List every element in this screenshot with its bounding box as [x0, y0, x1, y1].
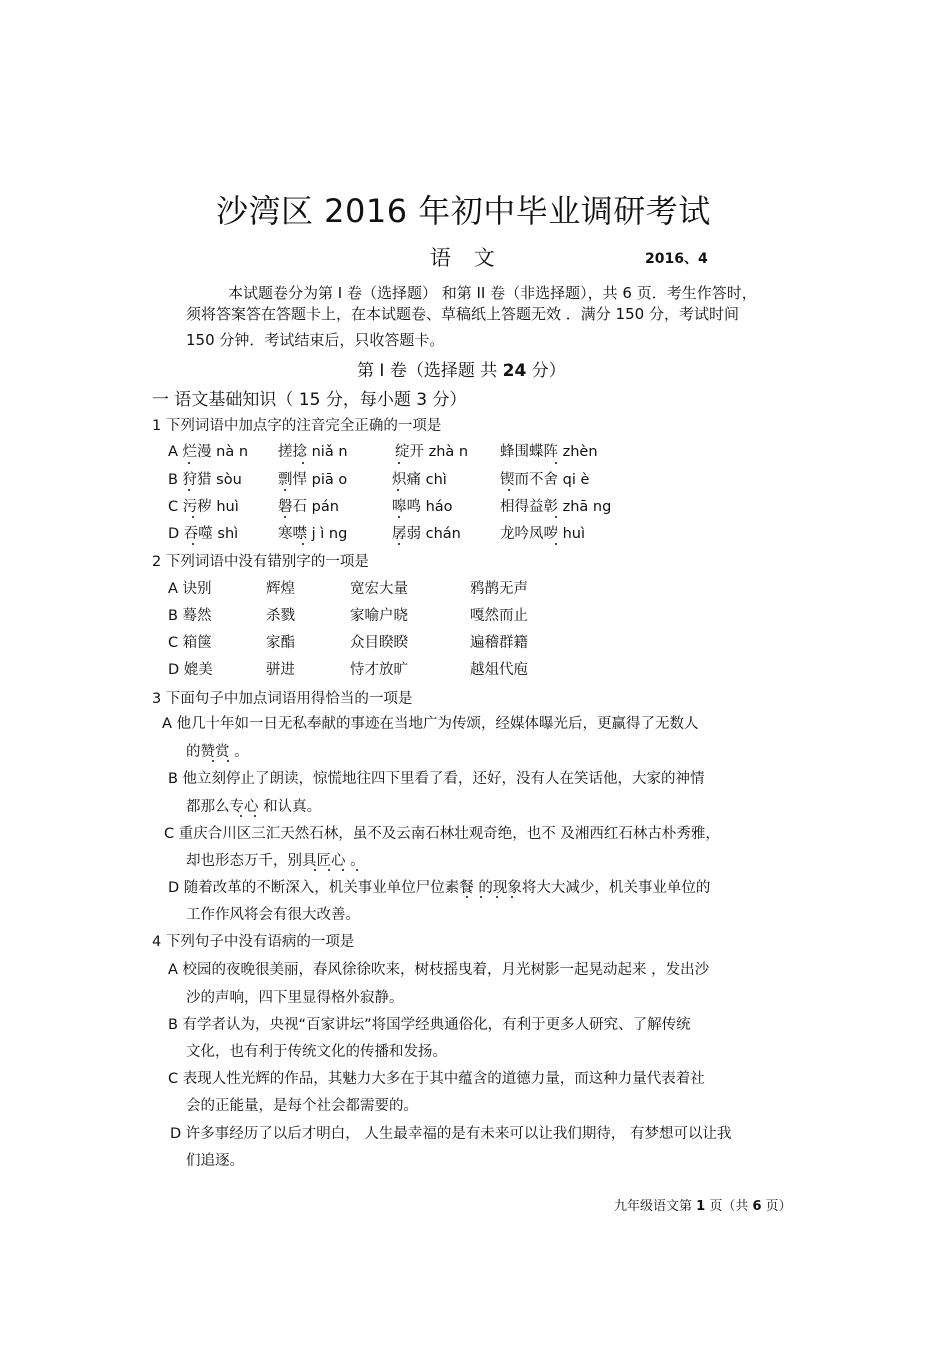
- q2-option-a-4: 鸦鹊无声: [470, 581, 528, 597]
- q4-option-b-line-2: 文化，也有利于传统文化的传播和发扬。: [186, 1044, 447, 1060]
- emphasis-dot: [496, 896, 498, 898]
- q3-option-b-line-1: B 他立刻停止了朗读，惊慌地往四下里看了看，还好，没有人在笑话他，大家的神情: [168, 771, 705, 787]
- subject-title: 语 文: [430, 246, 503, 270]
- intro-line-1: 本试题卷分为第 I 卷（选择题） 和第 II 卷（非选择题），共 6 页．考生作答时，: [228, 284, 757, 302]
- emphasis-dot: [284, 489, 286, 491]
- emphasis-dot: [192, 543, 194, 545]
- q2-option-a-2: 辉煌: [266, 581, 295, 597]
- emphasis-dot: [192, 516, 194, 518]
- emphasis-dot: [397, 489, 399, 491]
- question-1-stem: 1 下列词语中加点字的注音完全正确的一项是: [152, 418, 442, 434]
- emphasis-dot: [398, 543, 400, 545]
- q3-option-d-line-2: 工作作风将会有很大改善。: [186, 907, 360, 923]
- emphasis-dot: [555, 462, 557, 464]
- emphasis-dot: [227, 760, 229, 762]
- q2-option-b-2: 杀戮: [266, 608, 295, 624]
- emphasis-dot: [356, 869, 358, 871]
- q1-option-a-2: 搓捻 niǎ n: [278, 444, 348, 460]
- emphasis-dot: [284, 516, 286, 518]
- q1-option-a-3: 绽开 zhà n: [395, 444, 469, 460]
- q2-option-b-3: 家喻户晓: [350, 608, 408, 624]
- emphasis-dot: [314, 869, 316, 871]
- q2-option-c-2: 家酯: [266, 635, 295, 651]
- q1-option-d-3: 孱弱 chán: [392, 526, 461, 542]
- q2-option-a-1: A 诀别: [168, 581, 212, 597]
- q1-option-d-1: D 吞噬 shì: [168, 526, 239, 542]
- emphasis-dot: [188, 489, 190, 491]
- q4-option-b-line-1: B 有学者认为，央视“百家讲坛”将国学经典通俗化，有利于更多人研究、了解传统: [168, 1017, 691, 1033]
- q3-option-a-line-1: A 他几十年如一日无私奉献的事迹在当地广为传颂，经媒体曝光后，更赢得了无数人: [162, 716, 699, 732]
- q2-option-c-1: C 箱箧: [168, 635, 212, 651]
- emphasis-dot: [302, 543, 304, 545]
- emphasis-dot: [328, 869, 330, 871]
- intro-line-2: 须将答案答在答题卡上，在本试题卷、草稿纸上答题无效 ．满分 150 分，考试时间: [186, 305, 739, 323]
- part-heading: 一 语文基础知识（ 15 分，每小题 3 分）: [152, 390, 467, 410]
- emphasis-dot: [555, 516, 557, 518]
- section-heading: 第 I 卷（选择题 共 24 分）: [357, 361, 566, 381]
- q3-option-d-line-1: D 随着改革的不断深入，机关事业单位尸位素餐 的现象将大大减少，机关事业单位的: [168, 880, 711, 896]
- q1-option-b-2: 剽悍 piā o: [278, 472, 348, 488]
- q2-option-c-4: 遍稽群籍: [470, 635, 528, 651]
- q1-option-a-1: A 烂漫 nà n: [168, 444, 249, 460]
- q2-option-a-3: 宽宏大量: [350, 581, 408, 597]
- q4-option-c-line-1: C 表现人性光辉的作品，其魅力大多在于其中蕴含的道德力量，而这种力量代表着社: [168, 1071, 705, 1087]
- intro-line-3: 150 分钟．考试结束后，只收答题卡。: [186, 331, 445, 349]
- emphasis-dot: [466, 896, 468, 898]
- q4-option-a-line-1: A 校园的夜晚很美丽，春风徐徐吹来，树枝摇曳着，月光树影一起晃动起来 ，发出沙: [168, 962, 710, 978]
- q1-option-b-3: 炽痛 chì: [392, 472, 447, 488]
- emphasis-dot: [555, 543, 557, 545]
- page-footer: 九年级语文第 1 页（共 6 页）: [614, 1199, 792, 1214]
- question-3-stem: 3 下面句子中加点词语用得恰当的一项是: [152, 691, 413, 707]
- exam-title: 沙湾区 2016 年初中毕业调研考试: [216, 192, 711, 230]
- q2-option-b-4: 嘎然而止: [470, 608, 528, 624]
- q4-option-d-line-2: 们追逐。: [186, 1153, 244, 1169]
- q1-option-b-1: B 狩猎 sòu: [168, 472, 242, 488]
- emphasis-dot: [240, 815, 242, 817]
- question-2-stem: 2 下列词语中没有错别字的一项是: [152, 554, 369, 570]
- q2-option-d-4: 越俎代庖: [470, 662, 528, 678]
- emphasis-dot: [212, 760, 214, 762]
- exam-date: 2016、4: [645, 251, 708, 267]
- emphasis-dot: [342, 869, 344, 871]
- q3-option-a-line-2: 的赞赏 。: [186, 744, 249, 760]
- q1-option-a-4: 蜂围蝶阵 zhèn: [500, 444, 598, 460]
- emphasis-dot: [480, 896, 482, 898]
- emphasis-dot: [254, 815, 256, 817]
- q3-option-b-line-2: 都那么专心 和认真。: [186, 799, 322, 815]
- q3-option-c-line-2: 却也形态万千，别具匠心 。: [186, 853, 365, 869]
- question-4-stem: 4 下列句子中没有语病的一项是: [152, 934, 355, 950]
- q3-option-c-line-1: C 重庆合川区三汇天然石林，虽不及云南石林壮观奇绝，也不 及湘西红石林古朴秀雅，: [164, 826, 720, 842]
- page-total: 6: [752, 1199, 762, 1214]
- emphasis-dot: [398, 462, 400, 464]
- emphasis-dot: [302, 462, 304, 464]
- q1-option-c-3: 嗥鸣 háo: [392, 499, 453, 515]
- q1-option-c-1: C 污秽 huì: [168, 499, 239, 515]
- q4-option-d-line-1: D 许多事经历了以后才明白， 人生最幸福的是有未来可以让我们期待， 有梦想可以让我: [170, 1126, 732, 1142]
- q4-option-a-line-2: 沙的声响，四下里显得格外寂静。: [186, 990, 404, 1006]
- q1-option-b-4: 锲而不舍 qi è: [500, 472, 590, 488]
- section-score: 24: [502, 361, 527, 381]
- q2-option-b-1: B 蓦然: [168, 608, 212, 624]
- q1-option-d-2: 寒噤 j ì ng: [278, 526, 348, 542]
- page-number: 1: [696, 1199, 706, 1214]
- q2-option-d-1: D 媲美: [168, 662, 213, 678]
- q1-option-d-4: 龙吟凤哕 huì: [500, 526, 586, 542]
- emphasis-dot: [188, 462, 190, 464]
- q1-option-c-2: 磐石 pán: [278, 499, 339, 515]
- emphasis-dot: [511, 896, 513, 898]
- q4-option-c-line-2: 会的正能量，是每个社会都需要的。: [186, 1098, 418, 1114]
- q2-option-d-3: 恃才放旷: [350, 662, 408, 678]
- q2-option-d-2: 骈进: [266, 662, 295, 678]
- q2-option-c-3: 众目睽睽: [350, 635, 408, 651]
- q1-option-c-4: 相得益彰 zhā ng: [500, 499, 612, 515]
- emphasis-dot: [398, 516, 400, 518]
- emphasis-dot: [508, 489, 510, 491]
